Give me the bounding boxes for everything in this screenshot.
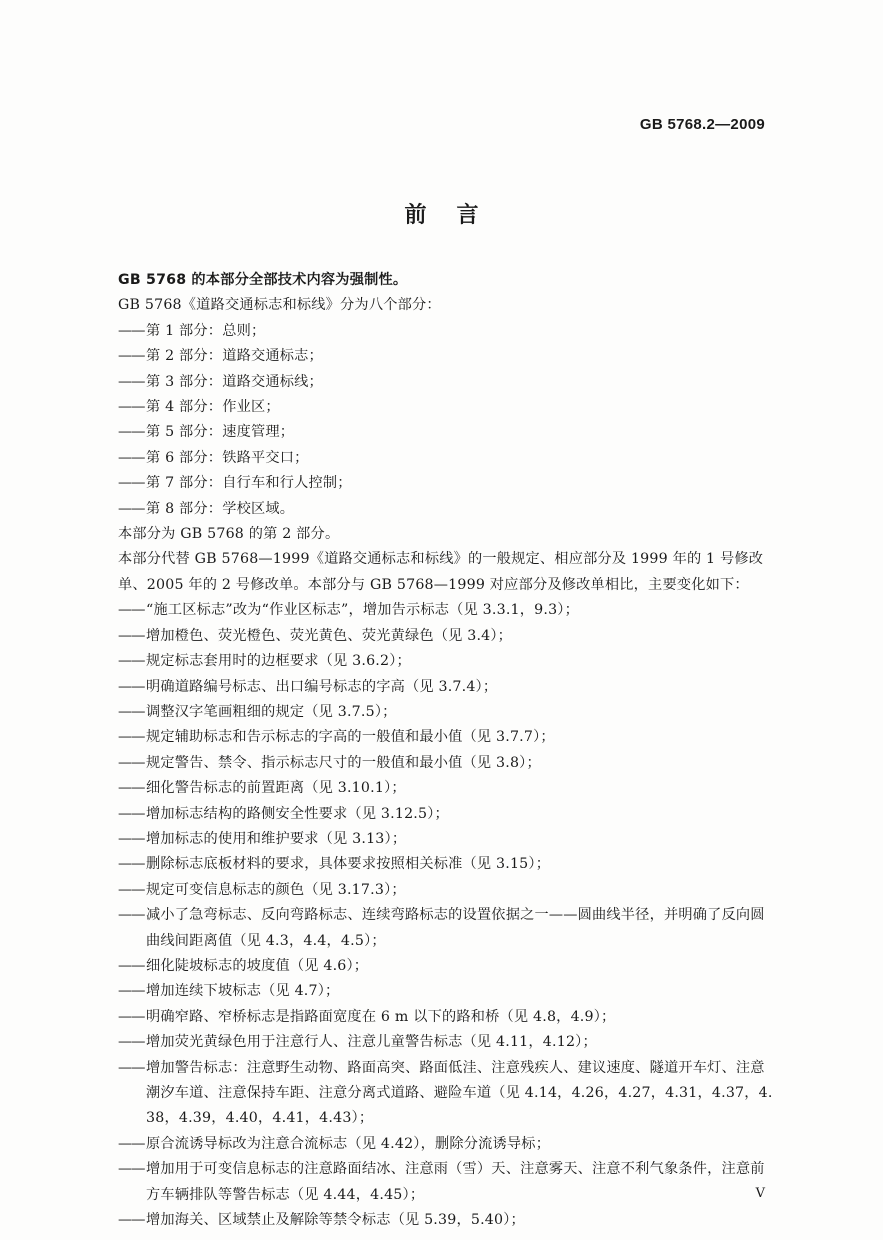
replacement-statement-line-2: 单、2005 年的 2 号修改单。本部分与 GB 5768—1999 对应部分及修改单相比，主要变化如下： [118, 576, 749, 593]
mandatory-statement: GB 5768 的本部分全部技术内容为强制性。 [118, 272, 408, 288]
parts-intro: GB 5768《道路交通标志和标线》分为八个部分： [118, 297, 441, 314]
dash-bullet: —— [118, 703, 145, 720]
list-item: —— “施工区标志”改为“作业区标志”，增加告示标志（见 3.3.1，9.3）； [118, 598, 778, 623]
dash-bullet: —— [118, 881, 145, 898]
list-item: —— 减小了急弯标志、反向弯路标志、连续弯路标志的设置依据之一——圆曲线半径，并明确了反向圆曲线间距离值（见 4.3，4.4，4.5）； [118, 903, 778, 954]
list-item: —— 增加连续下坡标志（见 4.7）； [118, 979, 778, 1004]
list-item: —— 第 1 部分：总则； [118, 319, 778, 344]
standard-code: GB 5768.2—2009 [639, 116, 765, 133]
dash-bullet: —— [118, 322, 145, 339]
dash-bullet: —— [118, 983, 145, 1000]
list-item: —— 原合流诱导标改为注意合流标志（见 4.42），删除分流诱导标； [118, 1132, 778, 1157]
list-item: —— 规定警告、禁令、指示标志尺寸的一般值和最小值（见 3.8）； [118, 751, 778, 776]
dash-bullet: —— [118, 373, 145, 390]
dash-bullet: —— [118, 1008, 145, 1025]
dash-bullet: —— [118, 780, 145, 797]
list-item: —— 增加警告标志：注意野生动物、路面高突、路面低洼、注意残疾人、建议速度、隧道开车灯、注意潮汐车道、注意保持车距、注意分离式道路、避险车道（见 4.14，4.26，4.27，4.31，4.37，4.38，4.39，4.40，4.41，4.43）； [118, 1056, 778, 1132]
dash-bullet: —— [118, 907, 145, 924]
list-item: —— 细化陡坡标志的坡度值（见 4.6）； [118, 954, 778, 979]
document-body [118, 268, 778, 1233]
dash-bullet: —— [118, 500, 145, 517]
dash-bullet: —— [118, 399, 145, 416]
dash-bullet: —— [118, 729, 145, 746]
dash-bullet: —— [118, 1212, 145, 1229]
list-item: —— 增加标志的使用和维护要求（见 3.13）； [118, 827, 778, 852]
dash-bullet: —— [118, 602, 145, 619]
list-item: —— 第 3 部分：道路交通标线； [118, 370, 778, 395]
dash-bullet: —— [118, 1034, 145, 1051]
list-item: —— 细化警告标志的前置距离（见 3.10.1）； [118, 776, 778, 801]
list-item: —— 增加荧光黄绿色用于注意行人、注意儿童警告标志（见 4.11，4.12）； [118, 1030, 778, 1055]
dash-bullet: —— [118, 449, 145, 466]
dash-bullet: —— [118, 1135, 145, 1152]
dash-bullet: —— [118, 424, 145, 441]
dash-bullet: —— [118, 856, 145, 873]
list-item: —— 增加海关、区域禁止及解除等禁令标志（见 5.39，5.40）； [118, 1208, 778, 1233]
dash-bullet: —— [118, 754, 145, 771]
replacement-statement-line-1: 本部分代替 GB 5768—1999《道路交通标志和标线》的一般规定、相应部分及 1999 年的 1 号修改 [118, 551, 764, 568]
parts-list [118, 319, 778, 522]
dash-bullet: —— [118, 678, 145, 695]
dash-bullet: —— [118, 1161, 145, 1178]
changes-list [118, 598, 778, 1233]
dash-bullet: —— [118, 805, 145, 822]
list-item: —— 第 4 部分：作业区； [118, 395, 778, 420]
list-item: —— 规定可变信息标志的颜色（见 3.17.3）； [118, 878, 778, 903]
page-number: V [755, 1186, 765, 1201]
dash-bullet: —— [118, 1059, 145, 1076]
dash-bullet: —— [118, 830, 145, 847]
list-item: —— 调整汉字笔画粗细的规定（见 3.7.5）； [118, 700, 778, 725]
dash-bullet: —— [118, 475, 145, 492]
list-item: —— 增加橙色、荧光橙色、荧光黄色、荧光黄绿色（见 3.4）； [118, 624, 778, 649]
dash-bullet: —— [118, 957, 145, 974]
list-item: —— 规定标志套用时的边框要求（见 3.6.2）； [118, 649, 778, 674]
list-item: —— 第 8 部分：学校区域。 [118, 497, 778, 522]
dash-bullet: —— [118, 348, 145, 365]
list-item: —— 第 6 部分：铁路平交口； [118, 446, 778, 471]
list-item: —— 删除标志底板材料的要求，具体要求按照相关标准（见 3.15）； [118, 852, 778, 877]
list-item: —— 明确窄路、窄桥标志是指路面宽度在 6 m 以下的路和桥（见 4.8，4.9）； [118, 1005, 778, 1030]
list-item: —— 第 7 部分：自行车和行人控制； [118, 471, 778, 496]
list-item: —— 规定辅助标志和告示标志的字高的一般值和最小值（见 3.7.7）； [118, 725, 778, 750]
dash-bullet: —— [118, 653, 145, 670]
page-title: 前言 [404, 203, 509, 228]
list-item: —— 增加用于可变信息标志的注意路面结冰、注意雨（雪）天、注意雾天、注意不利气象条件，注意前方车辆排队等警告标志（见 4.44，4.45）； [118, 1157, 778, 1208]
list-item: —— 第 5 部分：速度管理； [118, 420, 778, 445]
dash-bullet: —— [118, 627, 145, 644]
list-item: —— 第 2 部分：道路交通标志； [118, 344, 778, 369]
this-part-statement: 本部分为 GB 5768 的第 2 部分。 [118, 526, 340, 543]
list-item: —— 明确道路编号标志、出口编号标志的字高（见 3.7.4）； [118, 675, 778, 700]
list-item: —— 增加标志结构的路侧安全性要求（见 3.12.5）； [118, 802, 778, 827]
